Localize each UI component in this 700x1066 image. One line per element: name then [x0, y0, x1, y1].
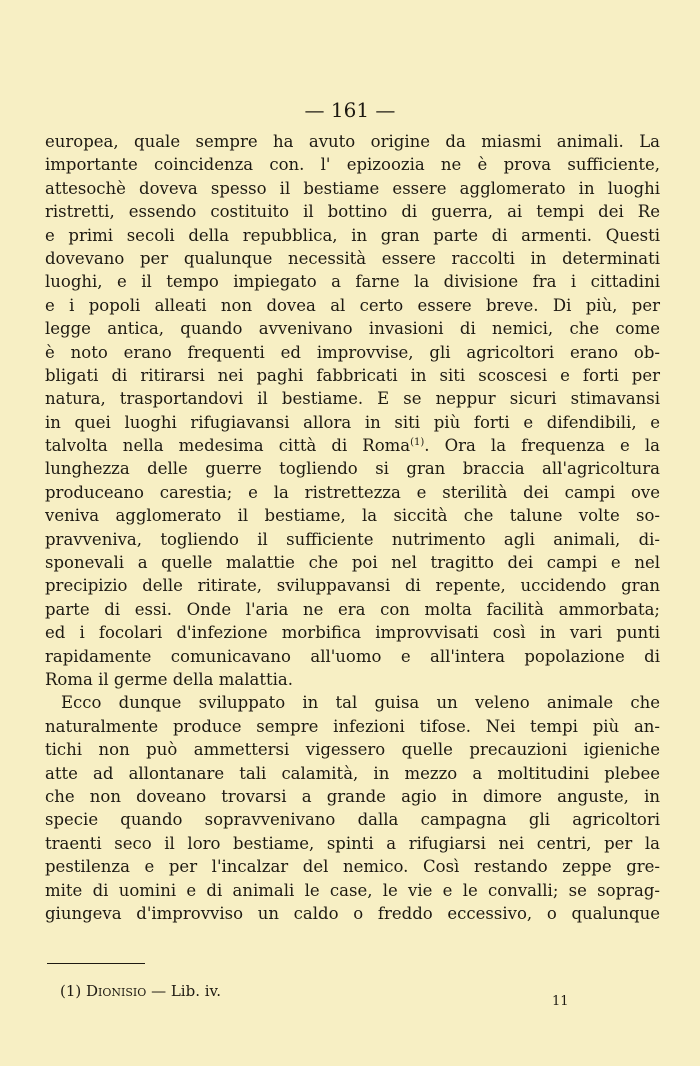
text-line: parte di essi. Onde l'aria ne era con molta facilità ammorbata;: [45, 599, 660, 619]
text-line: giungeva d'improvviso un caldo o freddo eccessivo, o qualunque: [45, 903, 660, 923]
text-line: e i popoli alleati non dovea al certo essere breve. Di più, per: [45, 295, 660, 315]
text-line: lunghezza delle guerre togliendo si gran braccia all'agricoltura: [45, 459, 660, 479]
text-line: luoghi, e il tempo impiegato a farne la divisione fra i cittadini: [45, 272, 660, 292]
text-line-tail: . Ora la frequenza e la: [424, 436, 660, 456]
text-line: Roma il germe della malattia.: [45, 669, 293, 689]
footnote-reference-text: — Lib. iv.: [146, 982, 221, 1000]
footnote-divider: [47, 963, 145, 964]
text-line: naturalmente produce sempre infezioni tifose. Nei tempi più an-: [45, 716, 660, 736]
text-line: dovevano per qualunque necessità essere raccolti in determinati: [45, 248, 660, 268]
page-number: — 161 —: [304, 98, 396, 122]
text-line: atte ad allontanare tali calamità, in mezzo a moltitudini plebee: [45, 763, 660, 783]
text-line: bligati di ritirarsi nei paghi fabbricati in siti scoscesi e forti per: [45, 365, 660, 385]
footnote-reference: (1): [410, 437, 425, 449]
text-line: in quei luoghi rifugiavansi allora in siti più forti e difendibili, e: [45, 412, 660, 432]
footnote-author: Dionisio: [86, 982, 147, 1000]
text-line: specie quando sopravvenivano dalla campagna gli agricoltori: [45, 810, 660, 830]
footnote-number: (1): [60, 982, 82, 1000]
text-line: è noto erano frequenti ed improvvise, gli agricoltori erano ob-: [45, 342, 660, 362]
text-line: pravveniva, togliendo il sufficiente nutrimento agli animali, di-: [45, 529, 660, 549]
text-line: rapidamente comunicavano all'uomo e all'intera popolazione di: [45, 646, 660, 666]
text-line: ristretti, essendo costituito il bottino di guerra, ai tempi dei Re: [45, 202, 660, 222]
signature-mark: 11: [552, 994, 569, 1009]
text-line-head: talvolta nella medesima città di Roma: [45, 436, 411, 456]
text-line: pestilenza e per l'incalzar del nemico. Così restando zeppe gre-: [45, 857, 660, 877]
text-line: veniva agglomerato il bestiame, la siccità che talune volte so-: [45, 506, 660, 526]
text-line: precipizio delle ritirate, sviluppavansi di repente, uccidendo gran: [45, 576, 660, 596]
text-line: mite di uomini e di animali le case, le vie e le convalli; se soprag-: [45, 880, 660, 900]
text-line: attesochè doveva spesso il bestiame essere agglomerato in luoghi: [45, 178, 660, 198]
text-line: e primi secoli della repubblica, in gran parte di armenti. Questi: [45, 225, 660, 245]
text-line: sponevali a quelle malattie che poi nel tragitto dei campi e nel: [45, 553, 660, 573]
text-line: ed i focolari d'infezione morbifica improvvisati così in vari punti: [45, 623, 660, 643]
text-line: che non doveano trovarsi a grande agio in dimore anguste, in: [45, 786, 660, 806]
text-line: tichi non può ammettersi vigessero quelle precauzioni igieniche: [45, 740, 660, 760]
text-line: Ecco dunque sviluppato in tal guisa un veleno animale che: [61, 693, 660, 713]
text-line: produceano carestia; e la ristrettezza e sterilità dei campi ove: [45, 482, 660, 502]
text-line: importante coincidenza con. l' epizoozia ne è prova sufficiente,: [45, 155, 660, 175]
footnote: [60, 982, 221, 1000]
text-line: europea, quale sempre ha avuto origine da miasmi animali. La: [45, 132, 660, 151]
text-line: natura, trasportandovi il bestiame. E se neppur sicuri stimavansi: [45, 389, 660, 409]
text-line: traenti seco il loro bestiame, spinti a rifugiarsi nei centri, per la: [45, 833, 660, 853]
text-line-with-footnote-ref: [45, 434, 660, 457]
body-text: [45, 130, 660, 925]
text-line: legge antica, quando avvenivano invasioni di nemici, che come: [45, 319, 660, 339]
